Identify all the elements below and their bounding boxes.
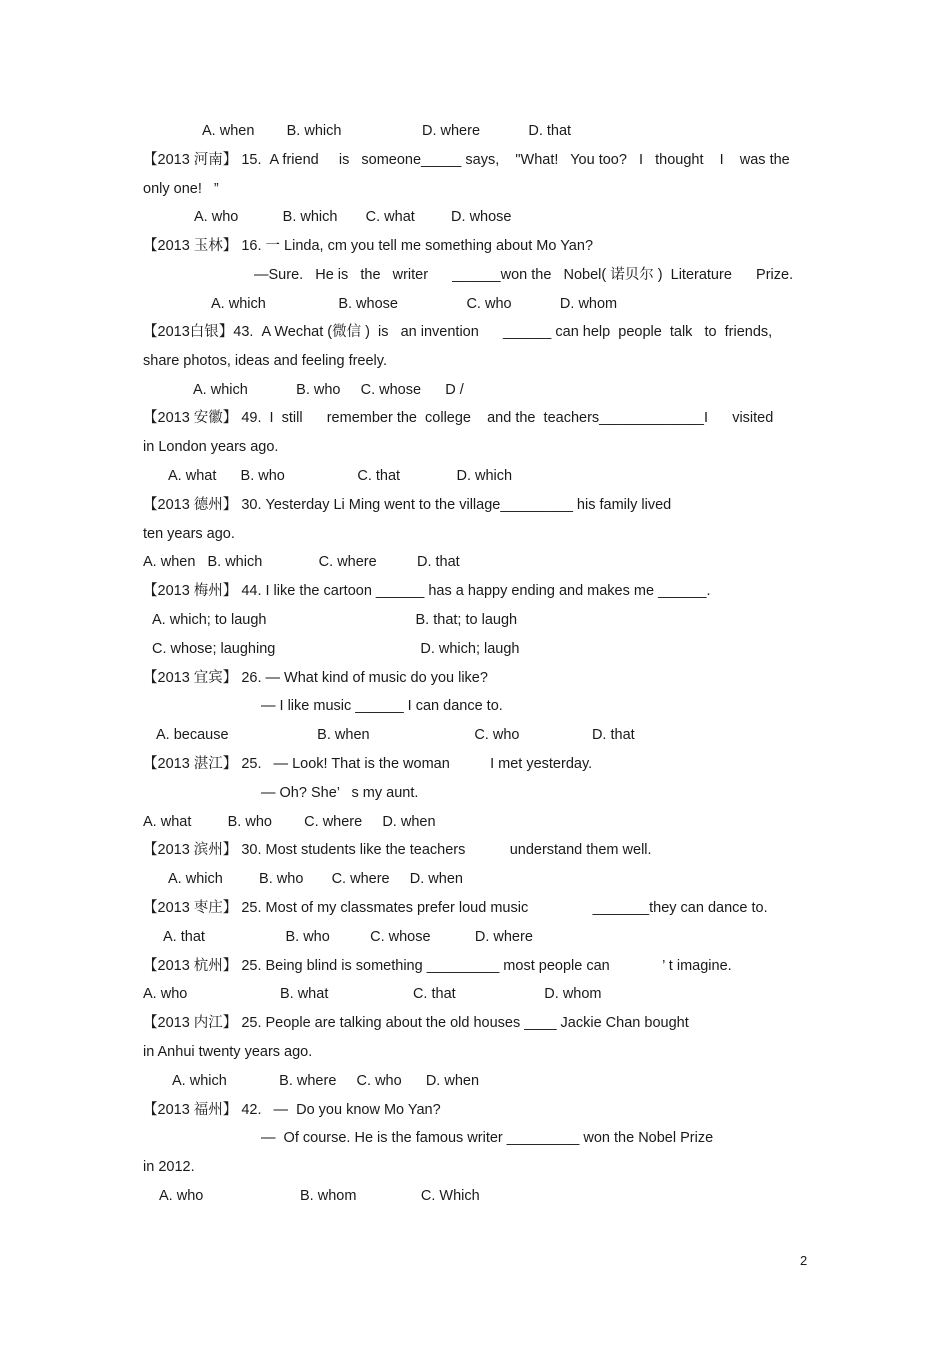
question-line: 【2013 德州】 30. Yesterday Li Ming went to the village_________ his family lived bbox=[143, 497, 672, 513]
question-line: 【2013 福州】 42. — Do you know Mo Yan? bbox=[143, 1102, 441, 1118]
options-line: A. which; to laugh B. that; to laugh bbox=[152, 612, 518, 628]
options-line: A. when B. which D. where D. that bbox=[202, 123, 572, 139]
options-line: C. whose; laughing D. which; laugh bbox=[152, 641, 520, 657]
question-line: in London years ago. bbox=[143, 439, 279, 455]
page-number: 2 bbox=[800, 1253, 808, 1268]
question-line: 【2013 梅州】 44. I like the cartoon ______ has a happy ending and makes me ______. bbox=[143, 583, 711, 599]
options-line: A. who B. which C. what D. whose bbox=[194, 209, 512, 225]
options-line: A. that B. who C. whose D. where bbox=[163, 929, 533, 945]
question-line: 【2013白银】43. A Wechat (微信 ) is an invention ______ can help people talk to friends, bbox=[143, 324, 773, 340]
options-line: A. what B. who C. where D. when bbox=[143, 814, 436, 830]
question-line: 【2013 安徽】 49. I still remember the college and the teachers_____________I visited bbox=[143, 410, 774, 426]
question-line: 【2013 玉林】 16. 一 Linda, cm you tell me something about Mo Yan? bbox=[143, 238, 594, 254]
question-line: 【2013 湛江】 25. — Look! That is the woman I met yesterday. bbox=[143, 756, 593, 772]
question-line: 【2013 宜宾】 26. — What kind of music do you like? bbox=[143, 670, 488, 686]
question-line: only one! ” bbox=[143, 181, 219, 197]
options-line: A. because B. when C. who D. that bbox=[156, 727, 635, 743]
question-line: 【2013 滨州】 30. Most students like the teachers understand them well. bbox=[143, 842, 652, 858]
question-line: in 2012. bbox=[143, 1159, 195, 1175]
question-line: 【2013 枣庄】 25. Most of my classmates prefer loud music _______they can dance to. bbox=[143, 900, 768, 916]
options-line: A. who B. what C. that D. whom bbox=[143, 986, 602, 1002]
question-line: in Anhui twenty years ago. bbox=[143, 1044, 313, 1060]
question-line: — Oh? She’ s my aunt. bbox=[261, 785, 419, 801]
options-line: A. what B. who C. that D. which bbox=[168, 468, 513, 484]
options-line: A. who B. whom C. Which bbox=[159, 1188, 480, 1204]
options-line: A. which B. who C. where D. when bbox=[168, 871, 463, 887]
options-line: A. which B. where C. who D. when bbox=[172, 1073, 480, 1089]
question-line: — I like music ______ I can dance to. bbox=[261, 698, 503, 714]
options-line: A. when B. which C. where D. that bbox=[143, 554, 460, 570]
question-line: 【2013 河南】 15. A friend is someone_____ says, "What! You too? I thought I was the bbox=[143, 152, 790, 168]
options-line: A. which B. who C. whose D / bbox=[193, 382, 464, 398]
question-line: 【2013 内江】 25. People are talking about the old houses ____ Jackie Chan bought bbox=[143, 1015, 689, 1031]
question-line: — Of course. He is the famous writer _________ won the Nobel Prize bbox=[261, 1130, 714, 1146]
question-line: —Sure. He is the writer ______won the Nobel( 诺贝尔 ) Literature Prize. bbox=[254, 267, 794, 283]
question-line: 【2013 杭州】 25. Being blind is something _________ most people can ’ t imagine. bbox=[143, 958, 732, 974]
question-line: ten years ago. bbox=[143, 526, 235, 542]
options-line: A. which B. whose C. who D. whom bbox=[211, 296, 618, 312]
question-line: share photos, ideas and feeling freely. bbox=[143, 353, 387, 369]
